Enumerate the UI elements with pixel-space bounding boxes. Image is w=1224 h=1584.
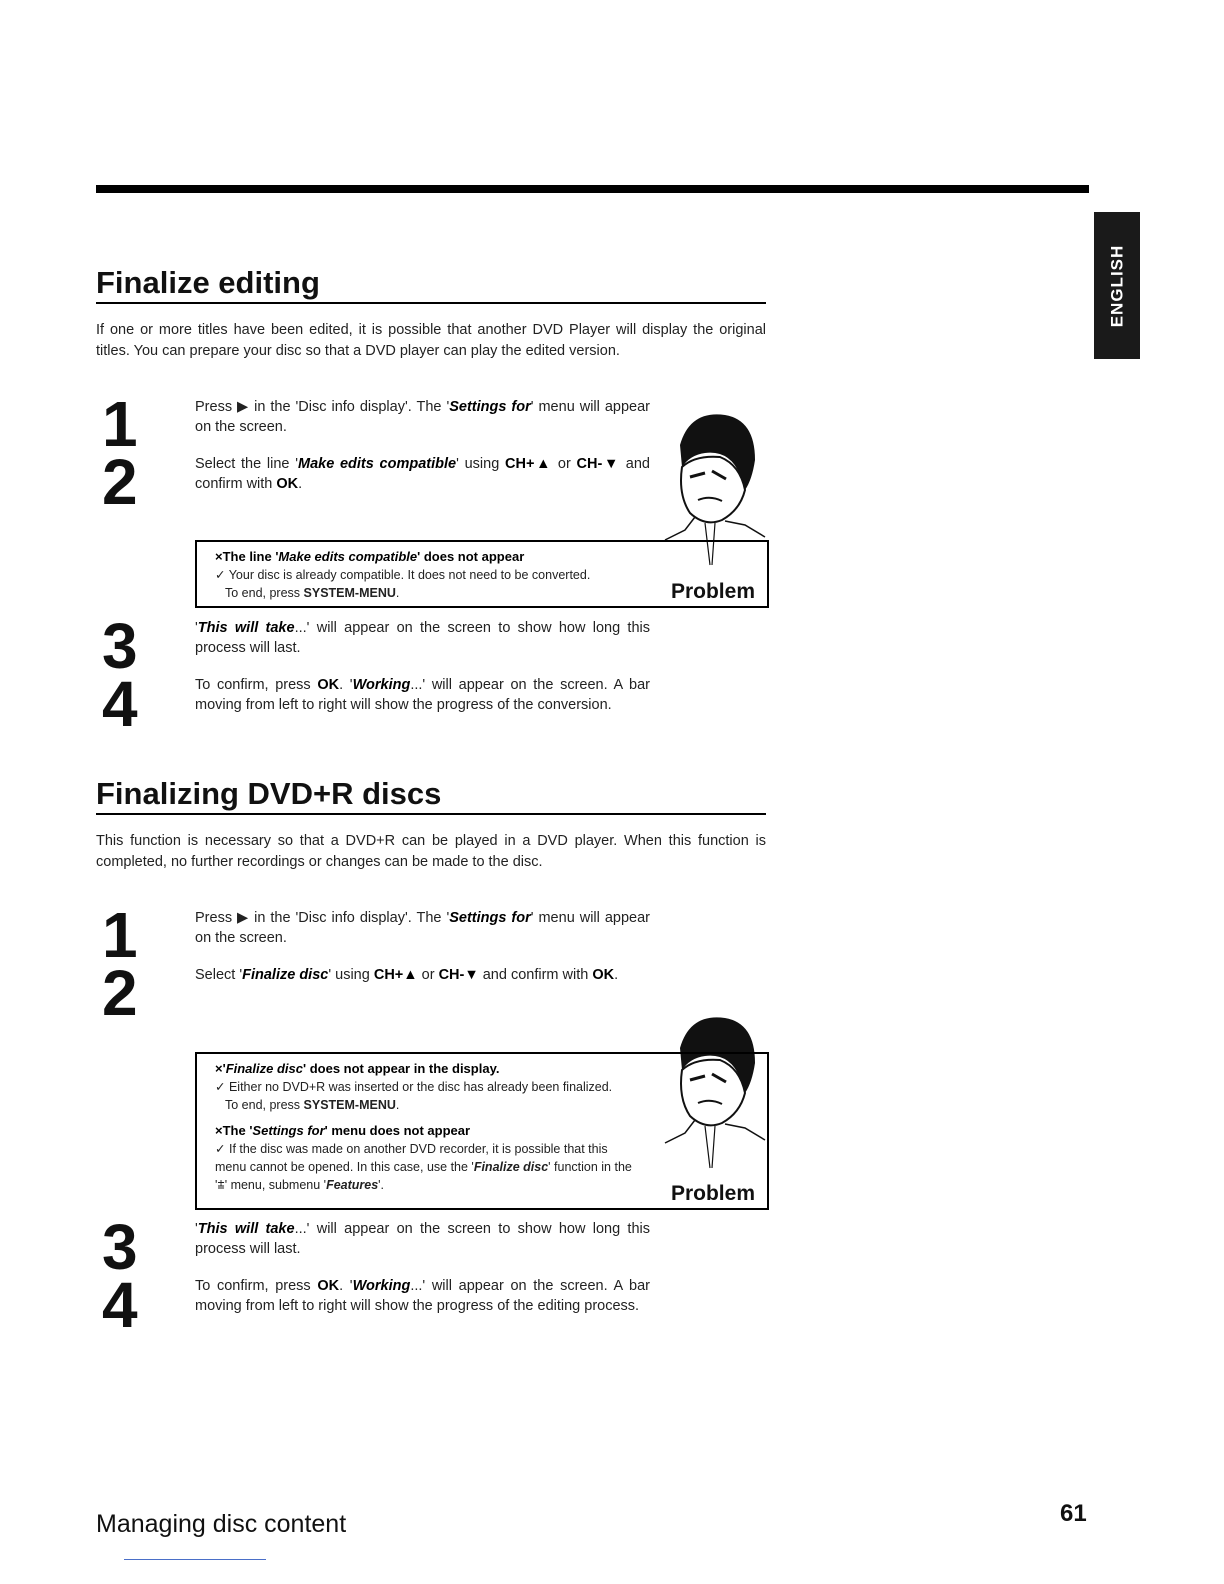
section2-step4: To confirm, press OK. 'Working...' will appear on the screen. A bar moving from left to right will show the progress of the editing process. — [195, 1278, 651, 1314]
footer-link-underline — [124, 1559, 266, 1560]
footer-section-name: Managing disc content — [96, 1510, 347, 1538]
step-number-2: 2 — [102, 446, 138, 518]
section1-step3: 'This will take...' will appear on the screen to show how long this process will last. — [195, 620, 650, 656]
problem-box-1: ×The line 'Make edits compatible' does not appear ✓ Your disc is already compatible. It does not need to be converted. To end, press SYSTEM-MENU. Problem — [195, 540, 769, 608]
problem-box-2: ×'Finalize disc' does not appear in the display. ✓ Either no DVD+R was inserted or the disc has already been finalized. To end, press SYSTEM-MENU. ×The 'Settings for' menu does not appear ✓ If the disc was made on another DVD recorder, it is possible that this menu cannot be opened. In this case, use the 'Finalize disc' function in the '⩲' menu, submenu 'Features'. Problem — [195, 1052, 769, 1210]
step-number-1: 1 — [102, 388, 138, 460]
section2-intro: This function is necessary so that a DVD+R can be played in a DVD player. When this function is completed, no further recordings or changes can be made to the disc. — [96, 833, 766, 870]
problem-label: Problem — [670, 1182, 755, 1205]
section-title-finalizing-dvdr: Finalizing DVD+R discs — [96, 777, 766, 815]
section1-step4: To confirm, press OK. 'Working...' will appear on the screen. A bar moving from left to right will show the progress of the conversion. — [195, 677, 651, 713]
cross-icon: × — [215, 549, 223, 564]
step-number-1: 1 — [102, 899, 138, 971]
language-tab: ENGLISH — [1094, 212, 1140, 359]
step-number-2: 2 — [102, 957, 138, 1029]
step-number-4: 4 — [102, 668, 138, 740]
tools-icon: ⩲ — [217, 1178, 225, 1192]
problem-label: Problem — [670, 580, 755, 603]
check-icon: ✓ — [215, 568, 226, 582]
step-number-3: 3 — [102, 610, 138, 682]
up-arrow-icon: ▲ — [534, 456, 553, 472]
check-icon: ✓ — [215, 1142, 226, 1156]
play-icon: ▶ — [237, 399, 250, 415]
section2-step3: 'This will take...' will appear on the screen to show how long this process will last. — [195, 1221, 650, 1257]
section2-step1: Press ▶ in the 'Disc info display'. The 'Settings for' menu will appear on the screen. — [195, 910, 650, 946]
top-rule — [96, 185, 1089, 193]
check-icon: ✓ — [215, 1080, 226, 1094]
down-arrow-icon: ▼ — [602, 456, 621, 472]
page-number: 61 — [1060, 1500, 1087, 1527]
section1-step1: Press ▶ in the 'Disc info display'. The 'Settings for' menu will appear on the screen. — [195, 399, 650, 435]
up-arrow-icon: ▲ — [403, 967, 418, 983]
step-number-3: 3 — [102, 1211, 138, 1283]
section2-step2: Select 'Finalize disc' using CH+▲ or CH-▼ and confirm with OK. — [195, 967, 619, 983]
cross-icon: × — [215, 1061, 223, 1076]
section1-step2: Select the line 'Make edits compatible' using CH+▲ or CH-▼ and confirm with OK. — [195, 456, 650, 492]
step-number-4: 4 — [102, 1269, 138, 1341]
section-title-finalize-editing: Finalize editing — [96, 266, 766, 304]
cross-icon: × — [215, 1123, 223, 1138]
down-arrow-icon: ▼ — [464, 967, 479, 983]
section1-intro: If one or more titles have been edited, it is possible that another DVD Player will display the original titles. You can prepare your disc so that a DVD player can play the edited version. — [96, 322, 766, 359]
play-icon: ▶ — [237, 910, 250, 926]
